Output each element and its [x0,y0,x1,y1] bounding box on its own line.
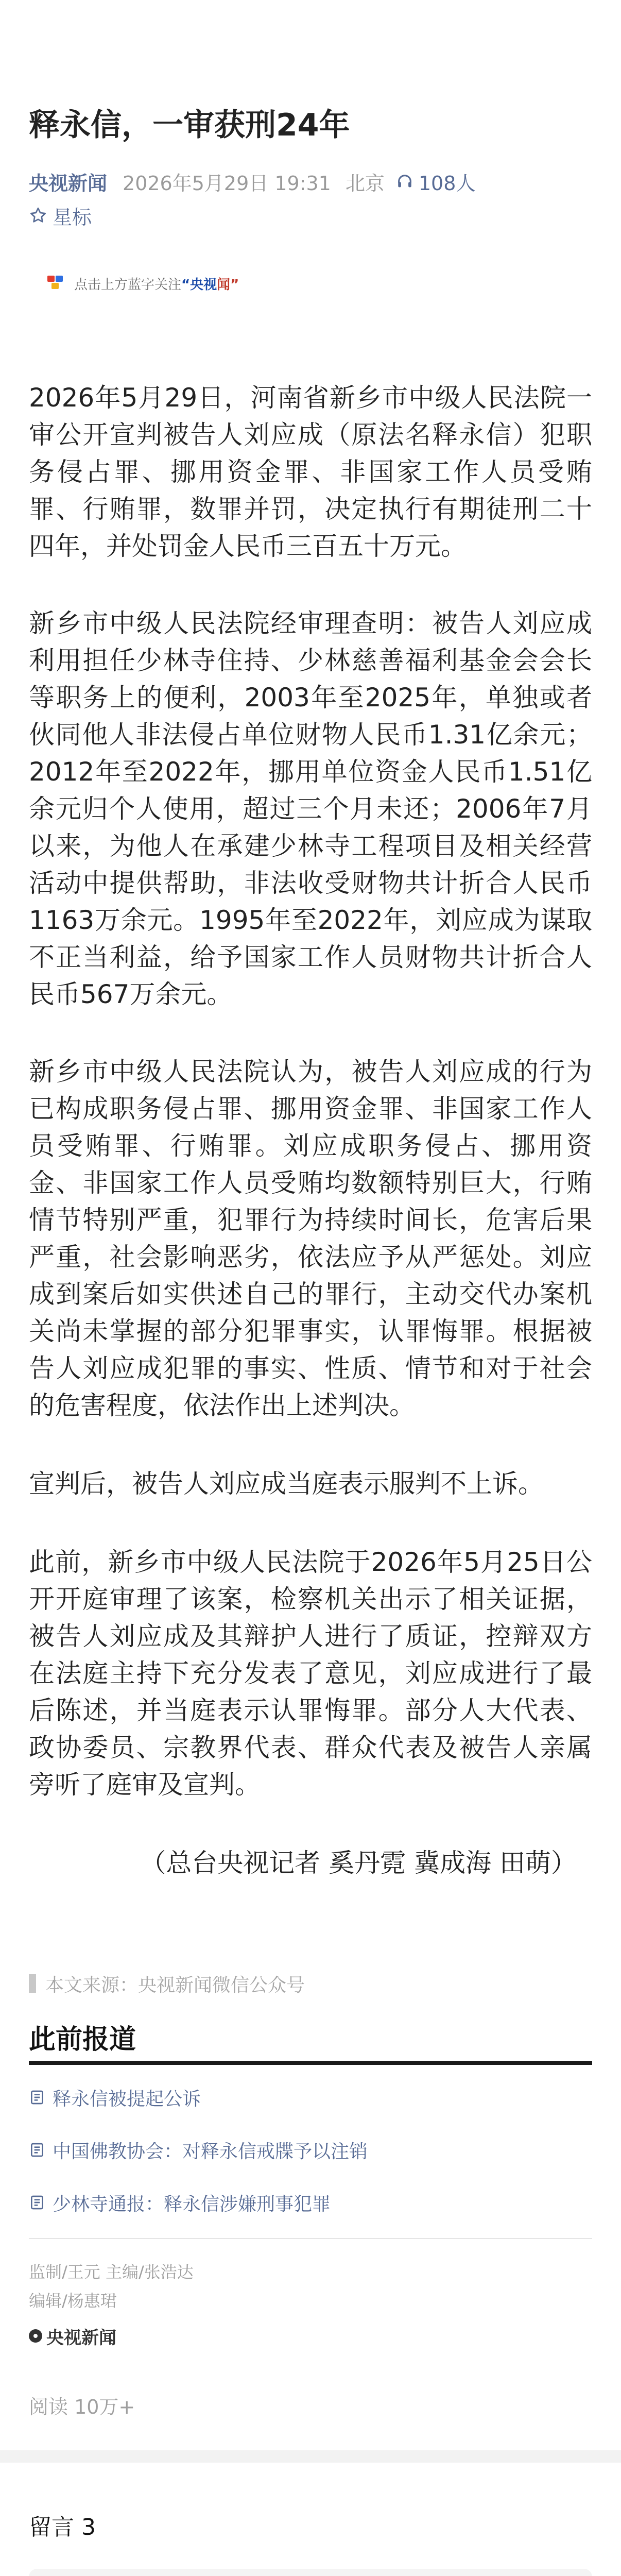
star-icon [29,206,47,225]
banner-brand-2: 闻” [217,277,239,293]
read-count: 阅读 10万+ [29,2396,135,2418]
credit-account-name: 央视新闻 [46,2327,116,2348]
previous-report-link[interactable] [29,2185,592,2219]
follow-banner[interactable] [29,268,592,299]
comments-header: 留言 3 [29,2514,96,2540]
article-title: 释永信，一审获刑24年 [29,107,350,143]
listen-button[interactable] [396,167,476,196]
previous-reports-divider [29,2061,592,2065]
account-logo-icon [29,2329,42,2343]
star-label: 星标 [53,206,92,229]
previous-report-link[interactable] [29,2080,592,2114]
headphones-icon [396,173,413,190]
comment-input[interactable] [29,2569,592,2576]
previous-report-title: 释永信被提起公诉 [53,2088,201,2110]
reporter-byline: （总台央视记者 奚丹霓 冀成海 田萌） [140,1848,577,1878]
article-paragraph: 新乡市中级人民法院认为，被告人刘应成的行为已构成职务侵占罪、挪用资金罪、非国家工作人员受贿罪、行贿罪。刘应成职务侵占、挪用资金、非国家工作人员受贿均数额特别巨大，行贿情节特别严重，犯罪行为持续时间长，危害后果严重，社会影响恶劣，依法应予从严惩处。刘应成到案后如实供述自己的罪行，主动交代办案机关尚未掌握的部分犯罪事实，认罪悔罪。根据被告人刘应成犯罪的事实、性质、情节和对于社会的危害程度，依法作出上述判决。 [29,1057,592,1420]
section-separator [0,2450,621,2463]
source-text: 本文来源：央视新闻微信公众号 [45,1974,305,1996]
article-paragraph: 2026年5月29日，河南省新乡市中级人民法院一审公开宣判被告人刘应成（原法名释永信）犯职务侵占罪、挪用资金罪、非国家工作人员受贿罪、行贿罪，数罪并罚，决定执行有期徒刑二十四年，并处罚金人民币三百五十万元。 [29,383,592,561]
document-icon [29,2142,45,2158]
previous-reports-list [29,2080,592,2219]
previous-report-title: 中国佛教协会：对释永信戒牒予以注销 [53,2141,368,2162]
publish-location: 北京 [345,172,385,195]
document-icon [29,2194,45,2211]
article-paragraph: 此前，新乡市中级人民法院于2026年5月25日公开开庭审理了该案，检察机关出示了相关证据，被告人刘应成及其辩护人进行了质证，控辩双方在法庭主持下充分发表了意见，刘应成进行了最后陈述，并当庭表示认罪悔罪。部分人大代表、政协委员、宗教界代表、群众代表及被告人亲属旁听了庭审及宣判。 [29,1547,592,1800]
banner-prefix: 点击上方蓝字关注 [74,277,182,293]
article-paragraph: 新乡市中级人民法院经审理查明：被告人刘应成利用担任少林寺住持、少林慈善福利基金会会长等职务上的便利，2003年至2025年，单独或者伙同他人非法侵占单位财物人民币1.31亿余元；2012年至2022年，挪用单位资金人民币1.51亿余元归个人使用，超过三个月未还；2006年7月以来，为他人在承建少林寺工程项目及相关经营活动中提供帮助，非法收受财物共计折合人民币1163万余元。1995年至2022年，刘应成为谋取不正当利益，给予国家工作人员财物共计折合人民币567万余元。 [29,608,592,1009]
document-icon [29,2089,45,2106]
star-button[interactable] [29,199,592,232]
comments-section [0,2463,621,2576]
source-note [29,1969,592,1998]
cctv-logo-icon [47,276,68,291]
section-divider [29,2238,592,2239]
account-name-link[interactable]: 央视新闻 [29,172,108,195]
publish-datetime: 2026年5月29日 19:31 [123,172,331,195]
article-meta [29,166,592,197]
source-bar-decoration [29,1974,36,1993]
previous-report-title: 少林寺通报：释永信涉嫌刑事犯罪 [53,2193,331,2215]
listen-count: 108人 [418,172,476,195]
credit-account [29,2320,592,2351]
credit-editor: 编辑/杨惠珺 [29,2291,117,2311]
previous-report-link[interactable] [29,2133,592,2167]
credit-producers: 监制/王元 主编/张浩达 [29,2262,194,2282]
previous-reports-title: 此前报道 [29,2024,136,2055]
banner-brand-1: “央视 [181,277,217,293]
editorial-credits [29,2258,592,2351]
article-paragraph: 宣判后，被告人刘应成当庭表示服判不上诉。 [29,1469,544,1499]
